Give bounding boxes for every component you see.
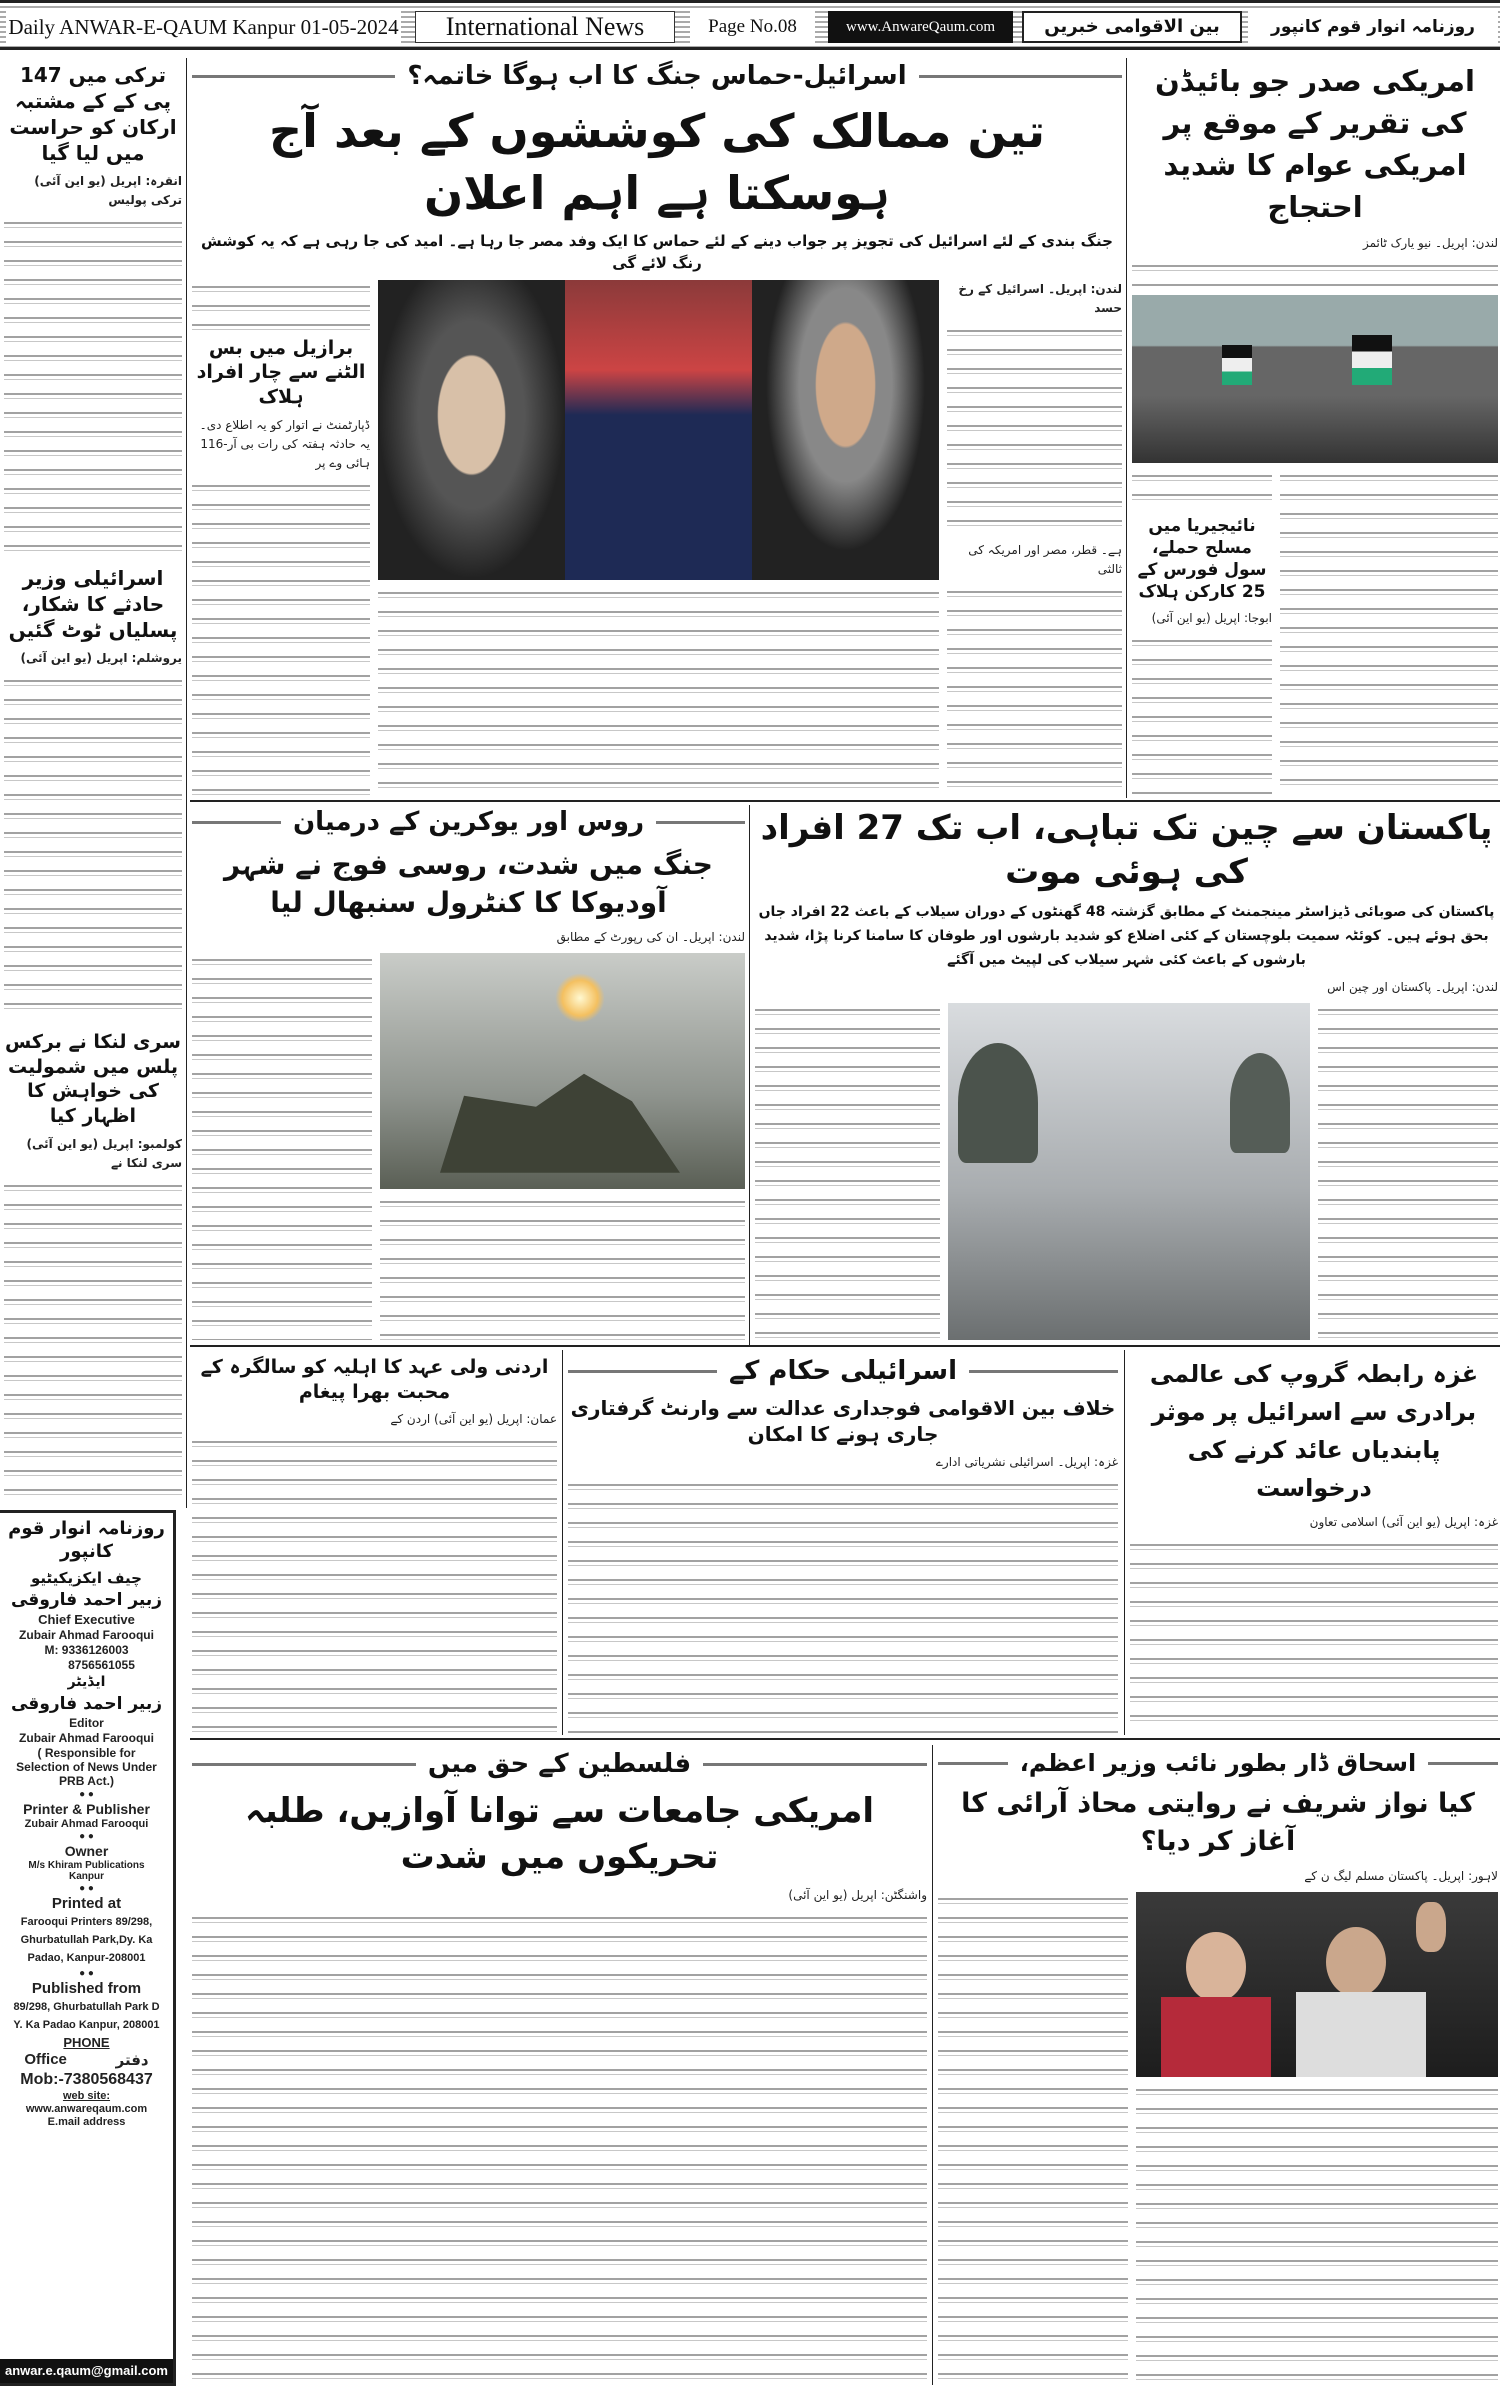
- editor-name-urdu: زبیر احمد فاروقی: [10, 1693, 163, 1714]
- icc-headline: خلاف بین الاقوامی فوجداری عدالت سے وارنٹ گرفتاری جاری ہونے کا امکان: [570, 1395, 1116, 1446]
- nigeria-lede: ابوجا: اپریل (یو این آئی): [1151, 611, 1272, 626]
- ce-name-urdu: زبیر احمد فاروقی: [10, 1590, 163, 1611]
- separator-dots: ● ●: [79, 1882, 94, 1894]
- nawaz-body: [938, 1892, 1128, 2383]
- palestine-flag: [1222, 345, 1252, 385]
- office-mobile: Mob:-7380568437: [20, 2071, 153, 2089]
- section-divider: [190, 800, 1500, 802]
- biden-body-row: [1132, 469, 1498, 797]
- page-header: [0, 0, 1500, 50]
- jordan-story: [192, 1355, 557, 1733]
- website-link[interactable]: www.AnwareQaum.com: [828, 11, 1013, 43]
- lead-body-row: [192, 280, 1122, 797]
- pakistan-body-row: [755, 1003, 1498, 1340]
- header-date: Daily ANWAR-E-QAUM Kanpur 01-05-2024: [6, 11, 401, 43]
- email-link[interactable]: anwar.e.qaum@gmail.com: [0, 2359, 173, 2383]
- photo-haniyeh: [378, 280, 565, 580]
- nigeria-body: [1132, 634, 1272, 797]
- office-urdu: دفتر: [115, 2050, 149, 2069]
- person-maryam: [1186, 1932, 1246, 2002]
- biden-body-2: [1280, 469, 1498, 797]
- brazil-intro-text: [192, 280, 370, 330]
- office-label: Office: [24, 2050, 67, 2068]
- lead-kicker: [192, 60, 1122, 94]
- brazil-story: [192, 280, 370, 797]
- sri-lanka-body: [4, 1179, 182, 1502]
- lead-snippet: ہے۔ قطر، مصر اور امریکہ کی ثالثی: [968, 543, 1122, 577]
- russia-story: [192, 806, 745, 1340]
- turkey-body: [4, 216, 182, 552]
- column-divider: [1124, 1350, 1125, 1735]
- separator-dots: ● ●: [79, 1788, 94, 1800]
- biden-story: [1132, 60, 1498, 797]
- lead-body: [947, 324, 1122, 536]
- lead-kicker-text: اسرائیل-حماس جنگ کا اب ہوگا خاتمہ؟: [407, 61, 907, 91]
- russia-kicker-text: روس اور یوکرین کے درمیان: [292, 807, 645, 837]
- nawaz-kicker: [938, 1748, 1498, 1779]
- israeli-minister-body: [4, 674, 182, 1020]
- russia-body-2: [380, 1195, 745, 1340]
- editor-urdu: ایڈیٹر: [67, 1674, 106, 1691]
- published-address: 89/298, Ghurbatullah Park D Y. Ka Padao Kanpur, 208001: [13, 2000, 160, 2031]
- editor-name: Zubair Ahmad Farooqui: [19, 1730, 154, 1745]
- biden-lede: لندن: اپریل۔ نیو یارک ٹائمز: [1362, 236, 1498, 250]
- jordan-headline: اردنی ولی عہد کا اہلیہ کو سالگرہ کے محبت بھرا پیغام: [200, 1356, 549, 1403]
- lead-story: [192, 60, 1122, 797]
- nawaz-photo: [1136, 1892, 1498, 2077]
- published-label: Published from: [31, 1979, 142, 1997]
- lead-subhead: جنگ بندی کے لئے اسرائیل کی تجویز پر جواب دینے کے لئے حماس کا ایک وفد مصر جا رہا ہے۔ امید کی جا رہی ہے کہ یہ کوشش رنگ لائے گی: [201, 231, 1113, 272]
- brazil-body: [192, 479, 370, 797]
- mobile-label: M:: [44, 1643, 59, 1658]
- brazil-lede: ڈپارٹمنٹ نے اتوار کو یہ اطلاع دی۔ یہ حادثہ ہفتہ کی رات بی آر-116 ہائی وے پر: [199, 417, 370, 470]
- ce-urdu: چیف ایکزیکیٹیو: [31, 1568, 142, 1587]
- artillery-photo: [380, 953, 745, 1189]
- email-label: E.mail address: [47, 2116, 126, 2129]
- palestine-flag: [1352, 335, 1392, 385]
- russia-body: [192, 953, 372, 1340]
- section-divider: [190, 1738, 1500, 1740]
- owner: M/s Khiram Publications Kanpur: [28, 1859, 145, 1882]
- icc-kicker: [568, 1355, 1118, 1389]
- pakistan-story: [755, 806, 1498, 1340]
- biden-headline: امریکی صدر جو بائیڈن کی تقریر کے موقع پر امریکی عوام کا شدید احتجاج: [1155, 64, 1475, 224]
- lead-headline: تین ممالک کی کوششوں کے بعد آج ہوسکتا ہے اہم اعلان: [269, 103, 1045, 220]
- nigeria-story: [1132, 469, 1272, 797]
- palestine-lede: واشنگٹن: اپریل (یو این آئی): [788, 1887, 927, 1902]
- person-nawaz: [1326, 1927, 1386, 1997]
- pakistan-body-2: [1318, 1003, 1498, 1340]
- sri-lanka-headline: سری لنکا نے برکس پلس میں شمولیت کی خواہش کا اظہار کیا: [5, 1031, 181, 1128]
- owner-label: Owner: [64, 1842, 109, 1859]
- palestine-headline: امریکی جامعات سے توانا آوازیں، طلبہ تحریکوں میں شدت: [244, 1790, 875, 1877]
- palestine-body: [192, 1911, 927, 2383]
- mobile-1: 9336126003: [61, 1643, 129, 1658]
- brazil-headline: برازیل میں بس الٹنے سے چار افراد ہلاک: [196, 336, 366, 409]
- palestine-kicker: [192, 1748, 927, 1782]
- russia-headline: جنگ میں شدت، روسی فوج نے شہر آودیوکا کا کنٹرول سنبھال لیا: [224, 847, 713, 919]
- printer-name: Zubair Ahmad Farooqui: [24, 1817, 149, 1830]
- nawaz-headline: کیا نواز شریف نے روایتی محاذ آرائی کا آغاز کر دیا؟: [961, 1788, 1475, 1858]
- israeli-minister-story: [4, 565, 182, 1020]
- gaza-lede: غزہ: اپریل (یو این آئی) اسلامی تعاون: [1309, 1515, 1498, 1529]
- phone-label: PHONE: [63, 2034, 110, 2050]
- imprint-box: [0, 1510, 176, 2386]
- ce-name: Zubair Ahmad Farooqui: [19, 1628, 154, 1643]
- nawaz-body-2: [1136, 2083, 1498, 2383]
- nigeria-intro-text: [1132, 469, 1272, 509]
- column-divider: [1126, 58, 1127, 798]
- pakistan-body: [755, 1003, 940, 1340]
- mobile-2: 8756561055: [68, 1658, 135, 1673]
- nawaz-lede: لاہور: اپریل۔ پاکستان مسلم لیگ ن کے: [1304, 1869, 1498, 1884]
- russia-kicker: [192, 806, 745, 840]
- gaza-headline: غزہ رابطہ گروپ کی عالمی برادری سے اسرائیل پر موثر پابندیاں عائد کرنے کی درخواست: [1149, 1360, 1479, 1502]
- muzzle-flash: [555, 973, 605, 1023]
- lead-photo-column: [378, 280, 939, 797]
- column-divider: [932, 1745, 933, 2385]
- imprint-logo: روزنامہ انوار قوم کانپور: [8, 1518, 165, 1563]
- tree: [958, 1043, 1038, 1163]
- column-divider: [186, 58, 187, 1508]
- printed-address: Farooqui Printers 89/298, Ghurbatullah Park,Dy. Ka Padao, Kanpur-208001: [20, 1915, 153, 1964]
- pakistan-headline: پاکستان سے چین تک تباہی، اب تک 27 افراد کی ہوئی موت: [760, 808, 1493, 892]
- nawaz-kicker-text: اسحاق ڈار بطور نائب وزیر اعظم،: [1019, 1749, 1417, 1777]
- nawaz-story: [938, 1748, 1498, 2383]
- nawaz-photo-column: [1136, 1892, 1498, 2383]
- ce-label: Chief Executive: [38, 1612, 135, 1628]
- person-nawaz-clothes: [1296, 1992, 1426, 2077]
- nawaz-body-row: [938, 1892, 1498, 2383]
- gaza-body: [1130, 1538, 1498, 1733]
- pakistan-lede: لندن: اپریل۔ پاکستان اور چین اس: [1327, 980, 1498, 994]
- printer-label: Printer & Publisher: [23, 1800, 150, 1817]
- photo-netanyahu: [752, 280, 939, 580]
- waving-hand: [1416, 1902, 1446, 1952]
- turkey-story: [4, 62, 182, 552]
- palestine-story: [192, 1748, 927, 2383]
- prb-note: ( Responsible for Selection of News Under PRB Act.): [16, 1745, 157, 1788]
- jordan-body: [192, 1435, 557, 1733]
- lead-body-2: [947, 585, 1122, 797]
- israeli-minister-headline: اسرائیلی وزیر حادثے کا شکار، پسلیاں ٹوٹ گئیں: [8, 566, 178, 642]
- israeli-minister-lede: یروشلم: اپریل (یو این آئی): [20, 651, 182, 665]
- lead-photo-caption-text: [378, 586, 939, 797]
- masthead-logo: روزنامہ انوار قوم کانپور: [1248, 11, 1498, 43]
- jordan-lede: عمان: اپریل (یو این آئی) اردن کے: [390, 1412, 557, 1427]
- sri-lanka-lede: کولمبو: اپریل (یو این آئی) سری لنکا نے: [26, 1136, 182, 1170]
- nigeria-headline: نائیجیریا میں مسلح حملے، سول فورس کے 25 کارکن ہلاک: [1137, 516, 1267, 603]
- separator-dots: ● ●: [79, 1830, 94, 1842]
- lead-photo: [378, 280, 939, 580]
- person-maryam-dress: [1161, 1997, 1271, 2077]
- russia-photo-column: [380, 953, 745, 1340]
- web-link[interactable]: www.anwareqaum.com: [25, 2103, 148, 2116]
- icc-story: [568, 1355, 1118, 1733]
- column-divider: [562, 1350, 563, 1735]
- storm-photo: [948, 1003, 1310, 1340]
- palestine-kicker-text: فلسطین کے حق میں: [427, 1749, 692, 1779]
- icc-lede: غزہ: اپریل۔ اسرائیلی نشریاتی ادارے: [935, 1454, 1118, 1469]
- russia-lede: لندن: اپریل۔ ان کی رپورٹ کے مطابق: [556, 929, 745, 944]
- header-section: International News: [415, 11, 675, 43]
- photo-biden: [565, 280, 752, 580]
- tree: [1230, 1053, 1290, 1153]
- icc-kicker-text: اسرائیلی حکام کے: [729, 1356, 957, 1386]
- editor-label: Editor: [69, 1715, 104, 1730]
- protest-photo: [1132, 295, 1498, 463]
- gaza-story: [1130, 1355, 1498, 1733]
- soldiers-silhouette: [440, 1063, 680, 1173]
- web-label: web site:: [62, 2090, 111, 2103]
- russia-body-row: [192, 953, 745, 1340]
- turkey-lede: انقرہ: اپریل (یو این آئی) ترکی پولیس: [34, 174, 182, 207]
- icc-body: [568, 1478, 1118, 1733]
- lead-lede: لندن: اپریل۔ اسرائیل کے رخ حسد: [958, 281, 1122, 315]
- column-divider: [749, 805, 750, 1345]
- separator-dots: ● ●: [79, 1967, 94, 1979]
- biden-body: [1132, 259, 1498, 289]
- printed-label: Printed at: [51, 1894, 122, 1912]
- pakistan-subhead: پاکستان کی صوبائی ڈیزاسٹر مینجمنٹ کے مطابق گزشتہ 48 گھنٹوں کے دوران سیلاب کے باعث 22 افراد جاں بحق ہوئے ہیں۔ کوئٹہ سمیت بلوچستان کے کئی اضلاع کو شدید بارشوں اور طوفان کا سامنا کرنا پڑا، شدید بارشوں کے باعث کئی شہر سیلاب کی لپیٹ میں آگئے: [758, 904, 1495, 968]
- sri-lanka-story: [4, 1030, 182, 1502]
- turkey-headline: ترکی میں 147 پی کے کے مشتبہ ارکان کو حراست میں لیا گیا: [9, 63, 177, 165]
- section-divider: [190, 1345, 1500, 1347]
- header-section-urdu: بین الاقوامی خبریں: [1022, 11, 1242, 43]
- lead-text-column: [947, 280, 1122, 797]
- page-number: Page No.08: [690, 11, 815, 43]
